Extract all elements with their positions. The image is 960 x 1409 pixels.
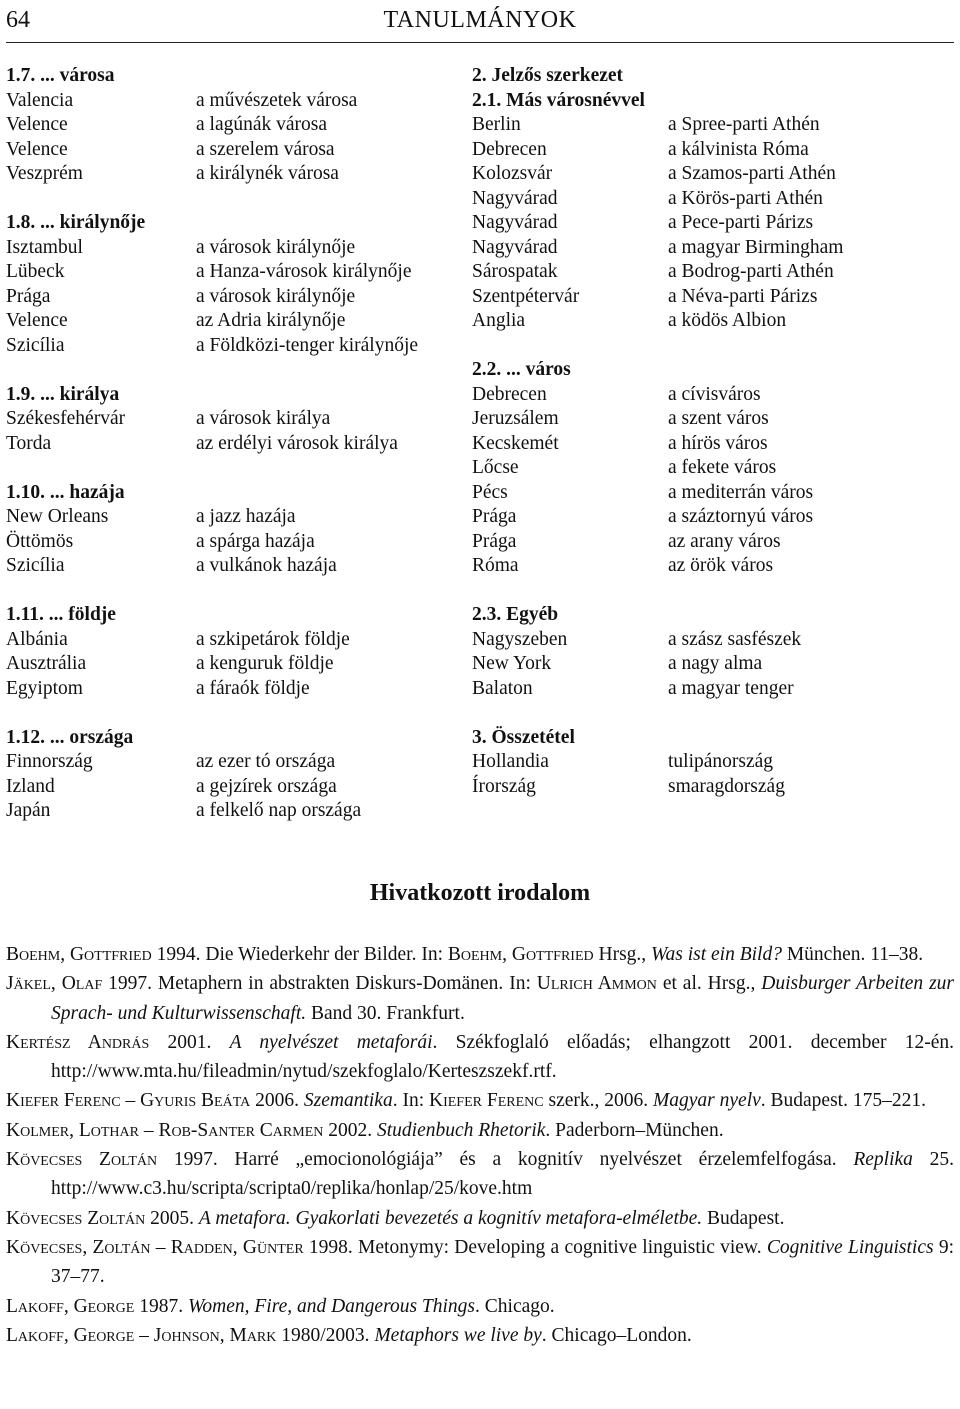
- epithet: az arany város: [668, 530, 781, 552]
- reference-text: et al. Hrsg.,: [656, 973, 762, 995]
- section-title: 1.9. ... királya: [6, 383, 120, 405]
- epithet: a spárga hazája: [196, 530, 315, 552]
- reference-author: Kertész András: [6, 1031, 150, 1053]
- glossary-row: [6, 309, 456, 334]
- place-name: New York: [472, 653, 552, 674]
- place-name: Prága: [472, 506, 517, 527]
- place-name: Berlin: [472, 114, 521, 135]
- reference-title: Metaphors we live by: [374, 1324, 542, 1346]
- reference-text: 1998. Metonymy: Developing a cognitive linguistic view.: [303, 1236, 767, 1258]
- glossary-row: [6, 285, 456, 310]
- epithet: a gejzírek országa: [196, 775, 337, 797]
- place-name: Nagyvárad: [472, 212, 558, 233]
- glossary-row: [472, 138, 952, 163]
- section-title: 2.1. Más városnévvel: [472, 89, 645, 111]
- place-name: Balaton: [472, 677, 533, 699]
- reference-entry: [6, 1321, 954, 1350]
- glossary-section: [6, 211, 456, 383]
- epithet: a vulkánok hazája: [196, 555, 337, 576]
- glossary-row: [472, 309, 952, 334]
- place-name: Isztambul: [6, 236, 83, 258]
- place-name: Torda: [6, 432, 52, 454]
- glossary-row: [472, 677, 952, 702]
- glossary-row: [472, 211, 952, 236]
- reference-author: Kiefer Ferenc: [429, 1090, 544, 1112]
- epithet: a Bodrog-parti Athén: [668, 261, 834, 282]
- epithet: smaragdország: [668, 775, 785, 797]
- section-title: 1.10. ... hazája: [6, 481, 125, 503]
- glossary-row: [6, 260, 456, 285]
- epithet: a lagúnák városa: [196, 114, 328, 135]
- place-name: Lübeck: [6, 261, 65, 282]
- epithet: a művészetek városa: [196, 89, 358, 111]
- reference-title: Was ist ein Bild?: [651, 944, 782, 965]
- epithet: a szerelem városa: [196, 138, 335, 160]
- reference-entry: [6, 1292, 954, 1321]
- spacer: [472, 334, 952, 359]
- reference-text: Hrsg.,: [593, 944, 652, 965]
- epithet: a királynék városa: [196, 163, 339, 184]
- glossary-section: [6, 726, 456, 824]
- glossary-row: [472, 407, 952, 432]
- glossary-row: [472, 285, 952, 310]
- reference-text: 2005.: [145, 1207, 199, 1229]
- reference-text: . In:: [392, 1090, 430, 1112]
- glossary-row: [472, 530, 952, 555]
- glossary-row: [6, 138, 456, 163]
- glossary-section: [6, 383, 456, 481]
- place-name: Írország: [472, 775, 536, 797]
- page-number: 64: [6, 7, 30, 33]
- reference-text: 9: 37–77.: [51, 1236, 955, 1288]
- glossary-row: [6, 407, 456, 432]
- glossary-section: [472, 603, 952, 726]
- place-name: Finnország: [6, 751, 93, 772]
- glossary-row: [6, 89, 456, 114]
- place-name: Pécs: [472, 481, 508, 503]
- reference-entry: [6, 1145, 954, 1204]
- reference-author: Kolmer, Lothar – Rob-Santer Carmen: [6, 1119, 324, 1141]
- section-title: 1.7. ... városa: [6, 65, 115, 86]
- epithet: tulipánország: [668, 751, 774, 772]
- epithet: a szász sasfészek: [668, 628, 802, 650]
- glossary-row: [6, 652, 456, 677]
- reference-title: Cognitive Linguistics: [766, 1236, 934, 1258]
- section-title: 2.3. Egyéb: [472, 604, 559, 625]
- reference-entry: [6, 1204, 954, 1233]
- place-name: Jeruzsálem: [472, 408, 559, 429]
- reference-author: Lakoff, George – Johnson, Mark: [6, 1324, 277, 1346]
- reference-text: . Budapest. 175–221.: [760, 1090, 926, 1112]
- glossary-row: [472, 113, 952, 138]
- glossary-row: [6, 628, 456, 653]
- glossary-section: [472, 64, 952, 89]
- glossary-row: [6, 505, 456, 530]
- glossary-row: [6, 113, 456, 138]
- spacer: [6, 579, 456, 604]
- reference-author: Kövecses, Zoltán – Radden, Günter: [6, 1236, 304, 1258]
- place-name: Prága: [472, 530, 517, 552]
- place-name: New Orleans: [6, 506, 109, 527]
- glossary-row: [6, 236, 456, 261]
- glossary-section: [6, 603, 456, 726]
- reference-text: . Chicago–London.: [541, 1324, 692, 1346]
- reference-text: 1994. Die Wiederkehr der Bilder. In:: [151, 944, 448, 965]
- place-name: Velence: [6, 114, 68, 135]
- place-name: Székesfehérvár: [6, 408, 126, 429]
- place-name: Japán: [6, 800, 51, 821]
- reference-author: Ulrich Ammon: [536, 973, 657, 995]
- place-name: Prága: [6, 285, 51, 307]
- glossary-row: [472, 481, 952, 506]
- epithet: a hírös város: [668, 432, 768, 454]
- glossary-row: [472, 456, 952, 481]
- epithet: a városok királya: [196, 408, 331, 429]
- place-name: Debrecen: [472, 383, 547, 405]
- reference-title: Women, Fire, and Dangerous Things: [187, 1295, 476, 1317]
- left-column: [6, 64, 456, 824]
- epithet: a fekete város: [668, 457, 777, 478]
- epithet: a kenguruk földje: [196, 653, 334, 674]
- place-name: Kecskemét: [472, 432, 559, 454]
- place-name: Szicília: [6, 555, 65, 576]
- glossary-section: [472, 89, 952, 359]
- reference-entry: [6, 969, 954, 1028]
- epithet: a száztornyú város: [668, 506, 814, 527]
- place-name: Velence: [6, 310, 68, 331]
- reference-entry: [6, 1086, 954, 1115]
- place-name: Nagyvárad: [472, 187, 558, 209]
- glossary-row: [6, 750, 456, 775]
- glossary-row: [472, 260, 952, 285]
- epithet: a kálvinista Róma: [668, 138, 809, 160]
- reference-text: München. 11–38.: [781, 944, 924, 965]
- epithet: a ködös Albion: [668, 310, 787, 331]
- glossary-row: [472, 187, 952, 212]
- glossary-row: [472, 775, 952, 800]
- epithet: a Földközi-tenger királynője: [196, 334, 419, 356]
- reference-author: Boehm, Gottfried: [6, 944, 152, 965]
- epithet: az erdélyi városok királya: [196, 432, 398, 454]
- glossary-row: [6, 799, 456, 824]
- place-name: Anglia: [472, 310, 526, 331]
- place-name: Velence: [6, 138, 68, 160]
- place-name: Öttömös: [6, 530, 74, 552]
- spacer: [6, 358, 456, 383]
- glossary-section: [6, 481, 456, 604]
- place-name: Ausztrália: [6, 653, 87, 674]
- reference-author: Jäkel, Olaf: [6, 973, 103, 995]
- reference-title: Magyar nyelv: [653, 1090, 761, 1112]
- epithet: a Körös-parti Athén: [668, 187, 823, 209]
- glossary-row: [6, 162, 456, 187]
- reference-title: Duisburger Arbeiten zur Sprach- und Kulturwissenschaft.: [51, 973, 954, 1024]
- reference-text: . Chicago.: [475, 1295, 555, 1317]
- glossary-row: [6, 530, 456, 555]
- epithet: a felkelő nap országa: [196, 800, 362, 821]
- glossary-row: [472, 236, 952, 261]
- glossary-row: [472, 750, 952, 775]
- epithet: a városok királynője: [196, 285, 356, 307]
- glossary-row: [6, 677, 456, 702]
- reference-title: A nyelvészet metaforái: [229, 1031, 433, 1053]
- section-title: 3. Összetétel: [472, 726, 575, 748]
- reference-text: 25. http://www.c3.hu/scripta/scripta0/replika/honlap/25/kove.htm: [51, 1149, 954, 1200]
- place-name: Valencia: [6, 89, 74, 111]
- glossary-row: [6, 554, 456, 579]
- epithet: a fáraók földje: [196, 677, 310, 699]
- glossary-row: [472, 162, 952, 187]
- place-name: Szentpétervár: [472, 285, 580, 307]
- reference-author: Kiefer Ferenc – Gyuris Beáta: [6, 1090, 251, 1112]
- reference-text: 1997. Metaphern in abstrakten Diskurs-Domänen. In:: [102, 973, 537, 995]
- epithet: a mediterrán város: [668, 481, 814, 503]
- glossary-row: [472, 432, 952, 457]
- epithet: az ezer tó országa: [196, 751, 336, 772]
- place-name: Veszprém: [6, 163, 83, 184]
- spacer: [6, 456, 456, 481]
- epithet: a Spree-parti Athén: [668, 114, 820, 135]
- place-name: Debrecen: [472, 138, 547, 160]
- bibliography-list: [6, 940, 954, 1350]
- reference-entry: [6, 940, 954, 969]
- spacer: [6, 701, 456, 726]
- spacer: [472, 579, 952, 604]
- place-name: Szicília: [6, 334, 65, 356]
- epithet: a Néva-parti Párizs: [668, 285, 818, 307]
- epithet: a cívisváros: [668, 383, 761, 405]
- glossary-row: [6, 775, 456, 800]
- section-title: 1.11. ... földje: [6, 604, 116, 625]
- page-header: [0, 0, 960, 40]
- epithet: a szkipetárok földje: [196, 628, 350, 650]
- reference-author: Lakoff, George: [6, 1295, 135, 1317]
- section-title: 2.2. ... város: [472, 359, 571, 380]
- reference-text: 2001.: [149, 1031, 230, 1053]
- place-name: Lőcse: [472, 457, 519, 478]
- spacer: [472, 701, 952, 726]
- place-name: Albánia: [6, 628, 68, 650]
- reference-text: 1997. Harré „emocionológiája” és a kognitív nyelvészet érzelemfelfogása.: [157, 1149, 854, 1171]
- reference-text: Band 30. Frankfurt.: [306, 1002, 465, 1024]
- right-column: [472, 64, 952, 799]
- place-name: Izland: [6, 775, 55, 797]
- glossary-row: [472, 554, 952, 579]
- epithet: a nagy alma: [668, 653, 763, 674]
- reference-text: 2006.: [250, 1090, 304, 1112]
- reference-author: Boehm, Gottfried: [447, 944, 594, 965]
- epithet: a Hanza-városok királynője: [196, 261, 412, 282]
- glossary-section: [472, 358, 952, 603]
- place-name: Róma: [472, 555, 519, 576]
- epithet: az Adria királynője: [196, 310, 346, 331]
- epithet: az örök város: [668, 555, 774, 576]
- reference-entry: [6, 1116, 954, 1145]
- place-name: Sárospatak: [472, 261, 558, 282]
- glossary-row: [472, 383, 952, 408]
- reference-title: Replika: [853, 1149, 913, 1171]
- reference-entry: [6, 1233, 954, 1292]
- section-title: 1.8. ... királynője: [6, 212, 146, 233]
- running-title: TANULMÁNYOK: [383, 7, 577, 33]
- epithet: a szent város: [668, 408, 769, 429]
- glossary-row: [472, 505, 952, 530]
- place-name: Kolozsvár: [472, 163, 553, 184]
- glossary-row: [6, 432, 456, 457]
- reference-text: . Paderborn–München.: [545, 1119, 724, 1141]
- glossary-section: [472, 726, 952, 800]
- reference-title: Studienbuch Rhetorik: [377, 1119, 546, 1141]
- place-name: Egyiptom: [6, 677, 83, 699]
- bibliography-title: Hivatkozott irodalom: [369, 880, 591, 906]
- place-name: Hollandia: [472, 751, 549, 772]
- reference-author: Kövecses Zoltán: [6, 1207, 146, 1229]
- place-name: Nagyvárad: [472, 236, 558, 258]
- reference-text: 1980/2003.: [276, 1324, 375, 1346]
- header-rule: [6, 42, 954, 43]
- glossary-row: [472, 652, 952, 677]
- glossary-row: [472, 628, 952, 653]
- reference-text: 1987.: [134, 1295, 188, 1317]
- reference-text: 2002.: [323, 1119, 377, 1141]
- place-name: Nagyszeben: [472, 628, 568, 650]
- reference-title: A metafora. Gyakorlati bevezetés a kognitív metafora-elméletbe.: [198, 1207, 703, 1229]
- reference-entry: [6, 1028, 954, 1087]
- reference-text: szerk., 2006.: [543, 1090, 654, 1112]
- epithet: a jazz hazája: [196, 506, 296, 527]
- reference-title: Szemantika: [303, 1090, 393, 1112]
- epithet: a Pece-parti Párizs: [668, 212, 814, 233]
- epithet: a magyar Birmingham: [668, 236, 844, 258]
- epithet: a városok királynője: [196, 236, 356, 258]
- glossary-section: [6, 64, 456, 211]
- glossary-row: [6, 334, 456, 359]
- reference-text: Budapest.: [702, 1207, 785, 1229]
- reference-text: . Székfoglaló előadás; elhangzott 2001. december 12-én. http://www.mta.hu/fileadmin/nytud/szekfoglalo/Kerteszszekf.rtf.: [51, 1031, 954, 1083]
- section-title: 2. Jelzős szerkezet: [472, 65, 624, 86]
- spacer: [6, 187, 456, 212]
- section-title: 1.12. ... országa: [6, 726, 134, 748]
- epithet: a magyar tenger: [668, 677, 794, 699]
- epithet: a Szamos-parti Athén: [668, 163, 836, 184]
- reference-author: Kövecses Zoltán: [6, 1149, 158, 1171]
